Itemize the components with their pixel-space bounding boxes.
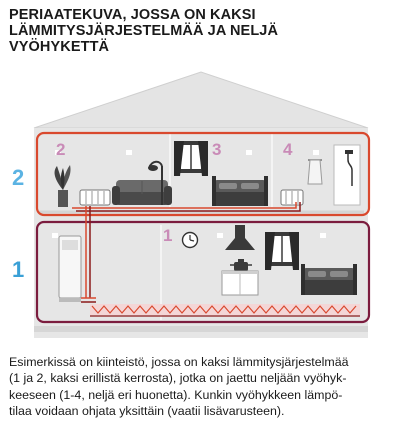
caption-line-3: keeseen (1-4, neljä eri huonetta). Kunkin vyöhykkeen lämpö- (9, 387, 343, 402)
system-1-number: 1 (12, 257, 25, 282)
zone-4-number: 4 (283, 140, 293, 159)
bed-icon-lower (301, 264, 357, 295)
title-line-2: LÄMMITYSJÄRJESTELMÄÄ JA NELJÄ (9, 23, 279, 39)
wall-clock-icon (183, 233, 198, 248)
house-base (34, 326, 368, 332)
zone-2-number: 2 (56, 140, 66, 159)
shower-icon (334, 145, 360, 205)
system-2-number: 2 (12, 165, 25, 190)
zone-1-number: 1 (163, 226, 173, 245)
bed-icon (212, 176, 268, 206)
caption-text (9, 354, 397, 420)
zone-3-number: 3 (212, 140, 222, 159)
heat-pump-unit-icon (59, 236, 81, 302)
caption-line-2: (1 ja 2, kaksi erillistä kerrosta), jotka on jaettu neljään vyöhyk- (9, 371, 347, 386)
towel-icon (308, 160, 322, 184)
curtained-window-icon (174, 141, 208, 176)
curtained-window-icon-lower (265, 232, 299, 270)
house-roof (34, 72, 368, 128)
title-line-1: PERIAATEKUVA, JOSSA ON KAKSI (9, 7, 256, 23)
caption-line-4: tilaa voidaan ohjata yksittäin (vaatii lisävarusteen). (9, 404, 285, 419)
radiator-icon (80, 190, 110, 205)
caption-line-1: Esimerkissä on kiinteistö, jossa on kaksi lämmitysjärjestelmää (9, 355, 349, 369)
title-line-3: VYÖHYKETTÄ (9, 39, 110, 55)
kitchen-counter-icon (222, 271, 258, 295)
